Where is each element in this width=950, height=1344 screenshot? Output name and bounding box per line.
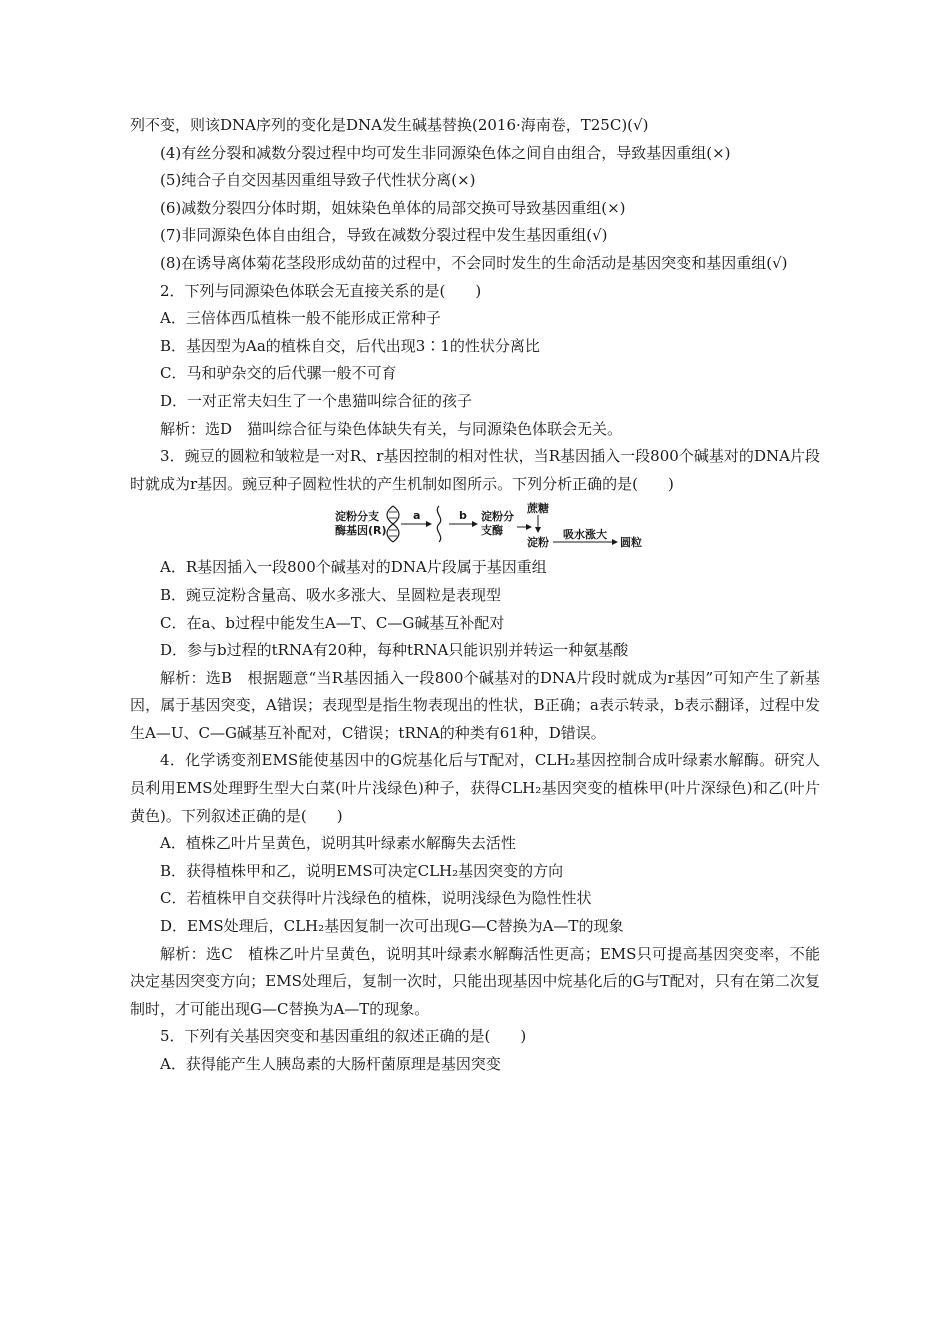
step-b-label: b	[459, 509, 467, 523]
question-3-option-b: B．豌豆淀粉含量高、吸水多涨大、呈圆粒是表现型	[160, 585, 502, 604]
gene-label-2: 酶基因(R)	[335, 524, 387, 538]
question-3-stem: 3．豌豆的圆粒和皱粒是一对R、r基因控制的相对性状，当R基因插入一段800个碱基对的DNA片段时就成为r基因。豌豆种子圆粒性状的产生机制如图所示。下列分析正确的是( )	[130, 447, 820, 493]
mechanism-figure	[130, 500, 820, 550]
judgement-6: (6)减数分裂四分体时期，姐妹染色单体的局部交换可导致基因重组(×)	[160, 198, 626, 217]
question-2-option-b: B．基因型为Aa的植株自交，后代出现3∶1的性状分离比	[160, 336, 540, 355]
question-3-option-d: D．参与b过程的tRNA有20种，每种tRNA只能识别并转运一种氨基酸	[160, 641, 629, 660]
judgement-5: (5)纯合子自交因基因重组导致子代性状分离(×)	[160, 171, 476, 190]
question-4-analysis: 解析：选C 植株乙叶片呈黄色，说明其叶绿素水解酶活性更高；EMS只可提高基因突变率，不能决定基因突变方向；EMS处理后，复制一次时，只能出现基因中烷基化后的G与T配对，只有在第二次复制时，才可能出现G—C替换为A—T的现象。	[130, 944, 820, 1018]
judgement-8: (8)在诱导离体菊花茎段形成幼苗的过程中，不会同时发生的生命活动是基因突变和基因重组(√)	[160, 253, 788, 272]
question-2-option-c: C．马和驴杂交的后代骡一般不可育	[160, 364, 397, 383]
question-3-analysis: 解析：选B 根据题意“当R基因插入一段800个碱基对的DNA片段时就成为r基因”可知产生了新基因，属于基因突变，A错误；表现型是指生物表现出的性状，B正确；a表示转录，b表示翻译，过程中发生A—U、C—G碱基互补配对，C错误；tRNA的种类有61种，D错误。	[130, 668, 820, 742]
enzyme-label-1: 淀粉分	[481, 510, 514, 524]
question-5-stem: 5．下列有关基因突变和基因重组的叙述正确的是( )	[160, 1027, 527, 1046]
round-label: 圆粒	[620, 536, 642, 550]
step-a-label: a	[413, 509, 421, 523]
question-2-option-a: A．三倍体西瓜植株一般不能形成正常种子	[160, 309, 441, 328]
question-4-option-a: A．植株乙叶片呈黄色，说明其叶绿素水解酶失去活性	[160, 834, 516, 853]
text-line: 列不变，则该DNA序列的变化是DNA发生碱基替换(2016·海南卷，T25C)(√)	[130, 116, 649, 134]
question-4-option-d: D．EMS处理后，CLH₂基因复制一次可出现G—C替换为A—T的现象	[160, 917, 624, 936]
dna-helix-icon	[387, 506, 399, 542]
question-4-option-b: B．获得植株甲和乙，说明EMS可决定CLH₂基因突变的方向	[160, 861, 564, 880]
water-label: 吸水涨大	[563, 528, 607, 542]
question-2-analysis: 解析：选D 猫叫综合征与染色体缺失有关，与同源染色体联会无关。	[160, 419, 623, 438]
question-4-stem: 4．化学诱变剂EMS能使基因中的G烷基化后与T配对，CLH₂基因控制合成叶绿素水解酶。研究人员利用EMS处理野生型大白菜(叶片浅绿色)种子，获得CLH₂基因突变的植株甲(叶片深绿色)和乙(叶片黄色)。下列叙述正确的是( )	[130, 751, 820, 825]
mrna-icon	[437, 506, 440, 542]
judgement-4: (4)有丝分裂和减数分裂过程中均可发生非同源染色体之间自由组合，导致基因重组(×)	[160, 143, 731, 162]
question-2-stem: 2．下列与同源染色体联会无直接关系的是( )	[160, 281, 482, 300]
question-5-option-a: A．获得能产生人胰岛素的大肠杆菌原理是基因突变	[160, 1055, 501, 1073]
judgement-7: (7)非同源染色体自由组合，导致在减数分裂过程中发生基因重组(√)	[160, 226, 608, 245]
document-page	[130, 112, 820, 1079]
gene-label-1: 淀粉分支	[335, 510, 379, 524]
starch-label: 淀粉	[527, 536, 549, 550]
question-3-option-c: C．在a、b过程中能发生A—T、C—G碱基互补配对	[160, 613, 505, 632]
question-3-option-a: A．R基因插入一段800个碱基对的DNA片段属于基因重组	[160, 558, 547, 577]
question-4-option-c: C．若植株甲自交获得叶片浅绿色的植株，说明浅绿色为隐性性状	[160, 889, 592, 908]
enzyme-label-2: 支酶	[481, 524, 503, 538]
mechanism-diagram	[335, 500, 645, 550]
sucrose-label: 蔗糖	[527, 502, 549, 516]
question-2-option-d: D．一对正常夫妇生了一个患猫叫综合征的孩子	[160, 391, 473, 410]
